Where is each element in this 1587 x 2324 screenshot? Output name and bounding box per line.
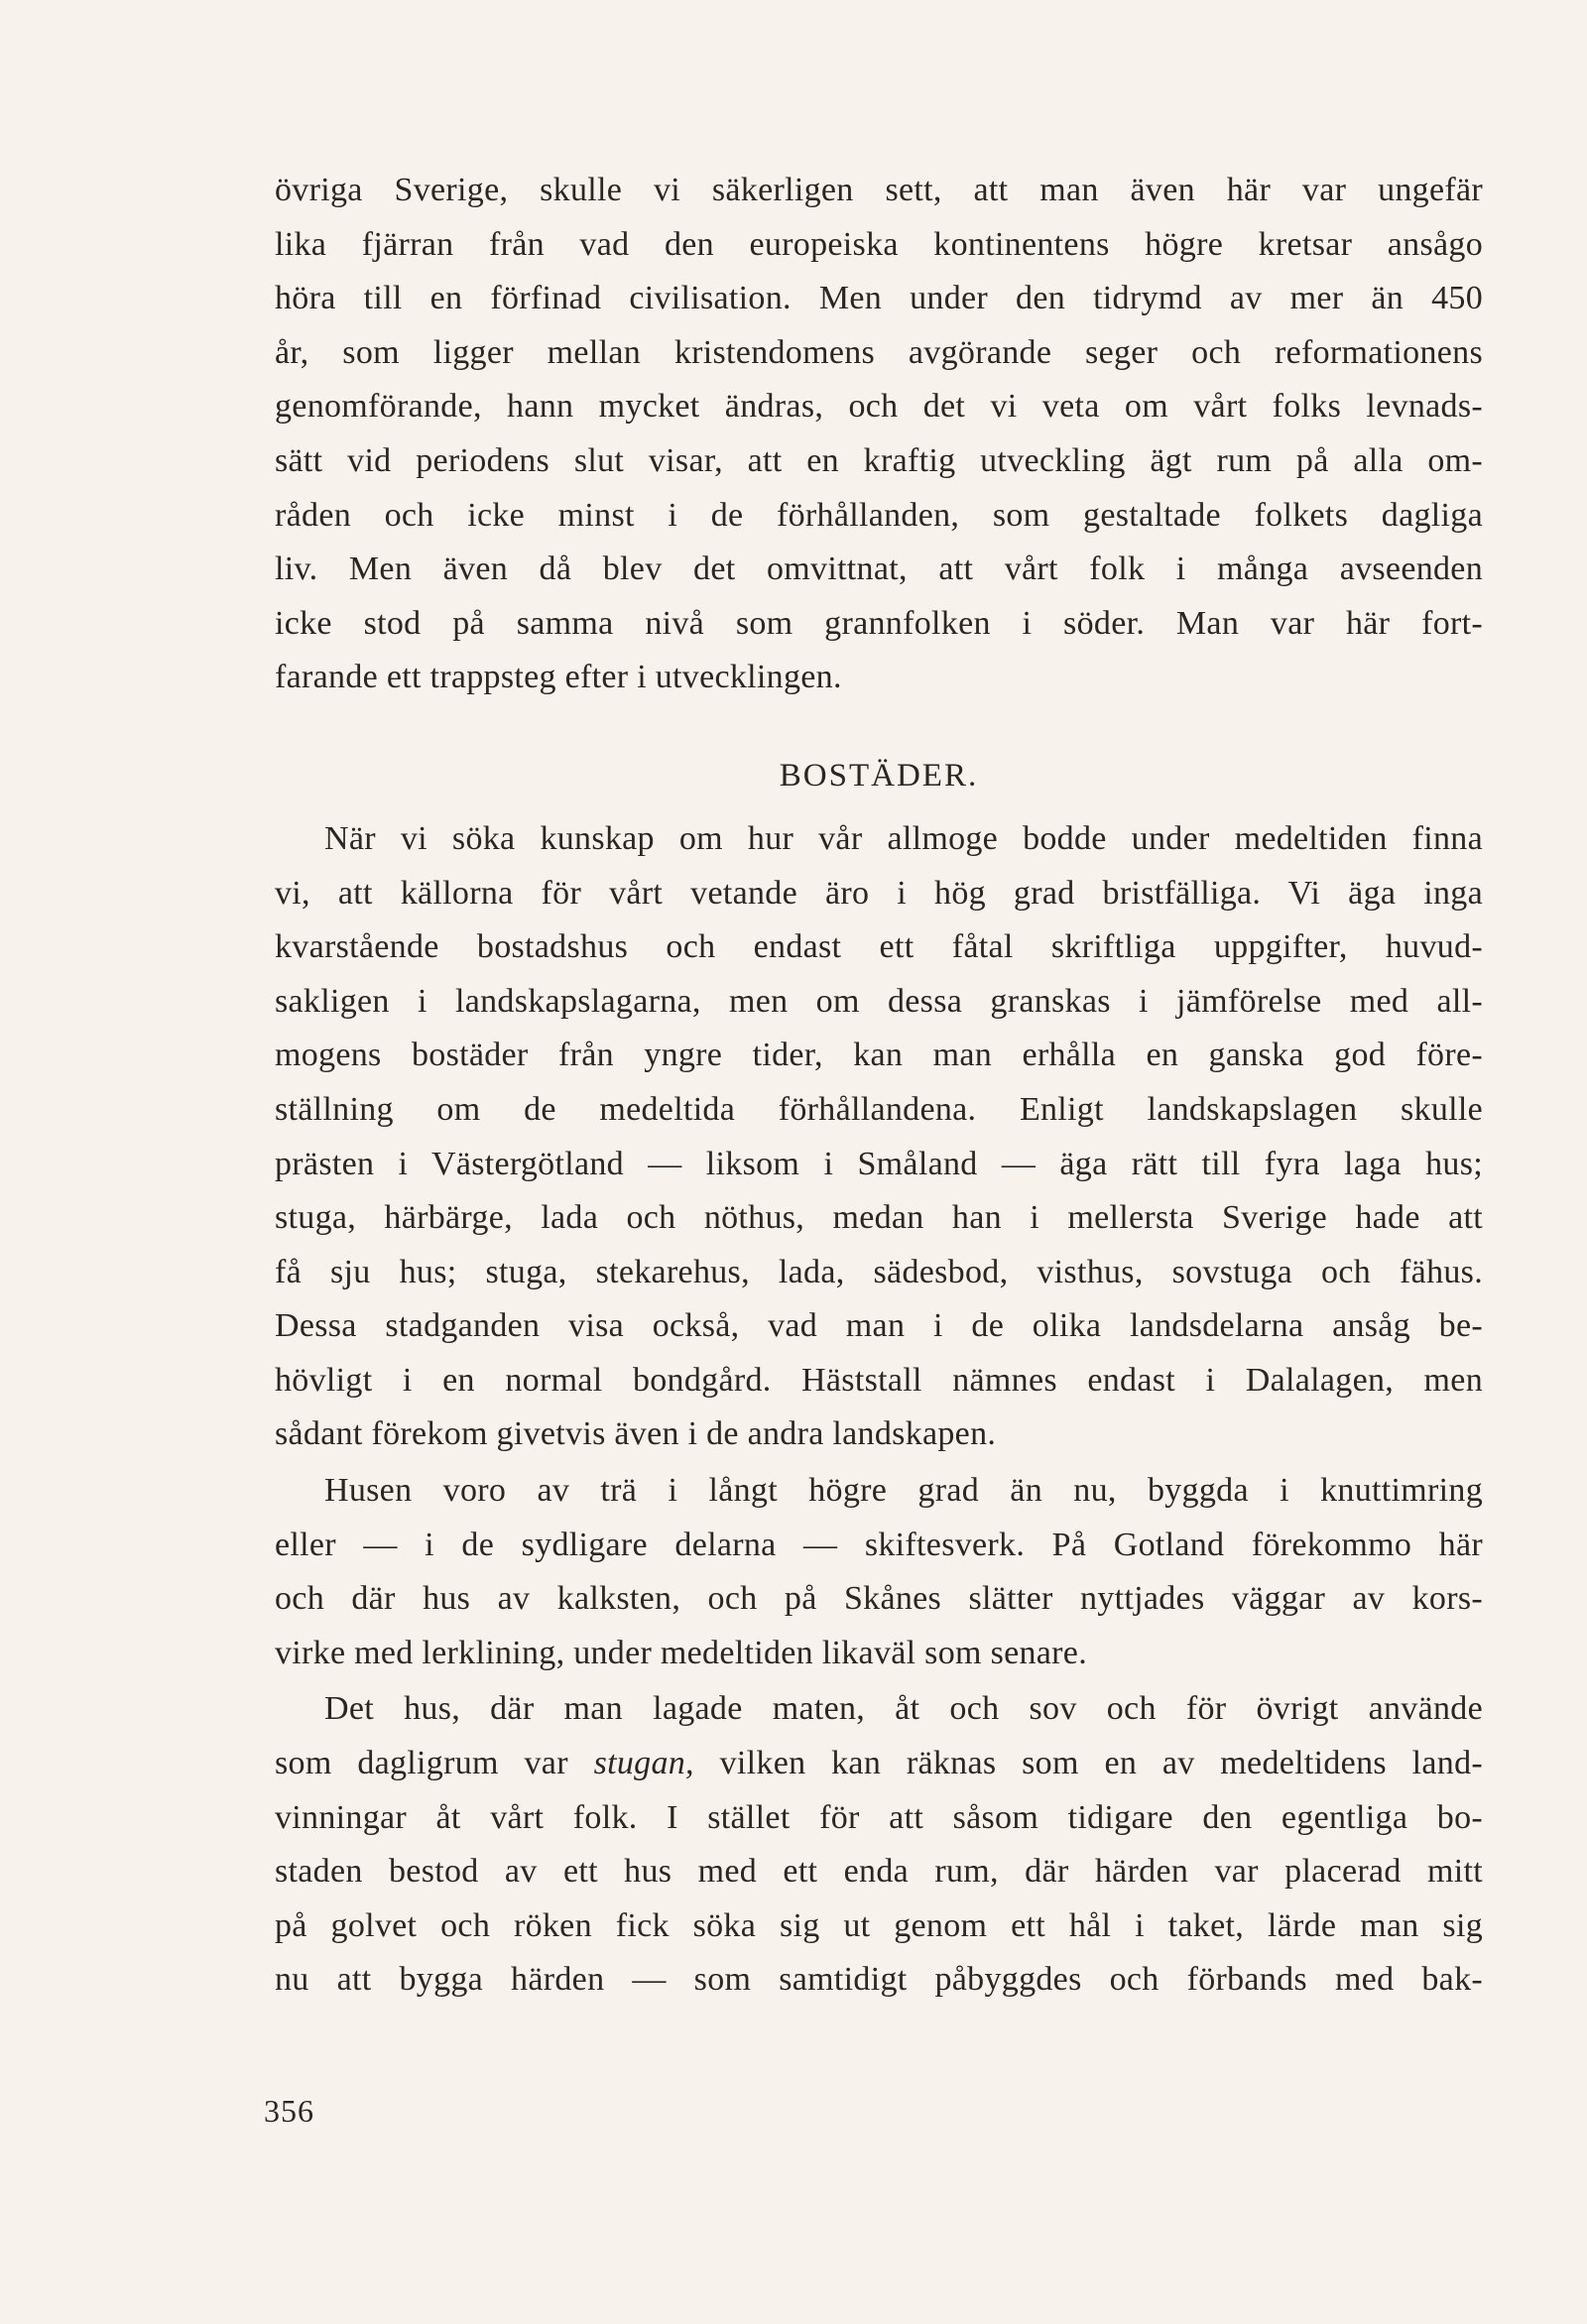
text-line: liv. Men även då blev det omvittnat, att vårt folk i många avseenden (275, 550, 1483, 588)
text-line: genomförande, hann mycket ändras, och det vi veta om vårt folks levnads- (275, 388, 1483, 426)
text-line: höra till en förfinad civilisation. Men under den tidrymd av mer än 450 (275, 280, 1483, 317)
text-line: eller — i de sydligare delarna — skiftesverk. På Gotland förekommo här (275, 1526, 1483, 1563)
text-line: få sju hus; stuga, stekarehus, lada, sädesbod, visthus, sovstuga och fähus. (275, 1253, 1483, 1290)
text-line: När vi söka kunskap om hur vår allmoge bodde under medeltiden finna (324, 819, 1483, 857)
text-line: övriga Sverige, skulle vi säkerligen sett, att man även här var ungefär (275, 172, 1483, 208)
paragraph-4 (275, 1682, 1483, 2008)
text-line: kvarstående bostadshus och endast ett fåtal skriftliga uppgifter, huvud- (275, 928, 1483, 966)
text-segment: vilken kan räknas som en av medeltidens land- (693, 1745, 1483, 1782)
text-line: på golvet och röken fick söka sig ut genom ett hål i taket, lärde man sig (275, 1906, 1483, 1944)
italic-term: stugan, (593, 1745, 694, 1782)
section-heading: BOSTÄDER. (779, 757, 979, 794)
paragraph-1 (275, 164, 1483, 705)
text-line: ställning om de medeltida förhållandena. Enligt landskapslagen skulle (275, 1090, 1483, 1128)
text-line: år, som ligger mellan kristendomens avgörande seger och reformationens (275, 333, 1483, 371)
body-text (275, 164, 1483, 2008)
paragraph-2 (275, 812, 1483, 1462)
text-line: sådant förekom givetvis även i de andra landskapen. (275, 1415, 997, 1453)
text-line: Dessa stadganden visa också, vad man i de olika landsdelarna ansåg be- (275, 1307, 1483, 1345)
text-line: sätt vid periodens slut visar, att en kraftig utveckling ägt rum på alla om- (275, 441, 1483, 479)
text-line: råden och icke minst i de förhållanden, som gestaltade folkets dagliga (275, 496, 1483, 534)
text-segment: som dagligrum var (275, 1745, 594, 1782)
text-line: lika fjärran från vad den europeiska kontinentens högre kretsar ansågo (275, 225, 1483, 263)
text-line: hövligt i en normal bondgård. Häststall nämnes endast i Dalalagen, men (275, 1361, 1483, 1399)
text-line: mogens bostäder från yngre tider, kan man erhålla en ganska god före- (275, 1037, 1483, 1074)
text-line: och där hus av kalksten, och på Skånes slätter nyttjades väggar av kors- (275, 1580, 1483, 1618)
text-line: Det hus, där man lagade maten, åt och sov och för övrigt använde (324, 1690, 1483, 1728)
text-line: vi, att källorna för vårt vetande äro i hög grad bristfälliga. Vi äga inga (275, 874, 1483, 912)
text-line: staden bestod av ett hus med ett enda rum, där härden var placerad mitt (275, 1853, 1483, 1891)
text-line: vinningar åt vårt folk. I stället för att såsom tidigare den egentliga bo- (275, 1798, 1483, 1836)
text-line: virke med lerklining, under medeltiden likaväl som senare. (275, 1634, 1087, 1671)
text-line: sakligen i landskapslagarna, men om dessa granskas i jämförelse med all- (275, 982, 1483, 1020)
text-line: icke stod på samma nivå som grannfolken i söder. Man var här fort- (275, 604, 1483, 642)
text-line: stuga, härbärge, lada och nöthus, medan han i mellersta Sverige hade att (275, 1199, 1483, 1237)
text-line: farande ett trappsteg efter i utvecklingen. (275, 659, 842, 696)
text-line: nu att bygga härden — som samtidigt påbyggdes och förbands med bak- (275, 1961, 1483, 1999)
text-line: prästen i Västergötland — liksom i Småland — äga rätt till fyra laga hus; (275, 1145, 1483, 1182)
paragraph-3 (275, 1464, 1483, 1680)
text-line: Husen voro av trä i långt högre grad än nu, byggda i knuttimring (324, 1472, 1483, 1510)
page-number: 356 (264, 2093, 314, 2129)
text-line (275, 1737, 1483, 1791)
